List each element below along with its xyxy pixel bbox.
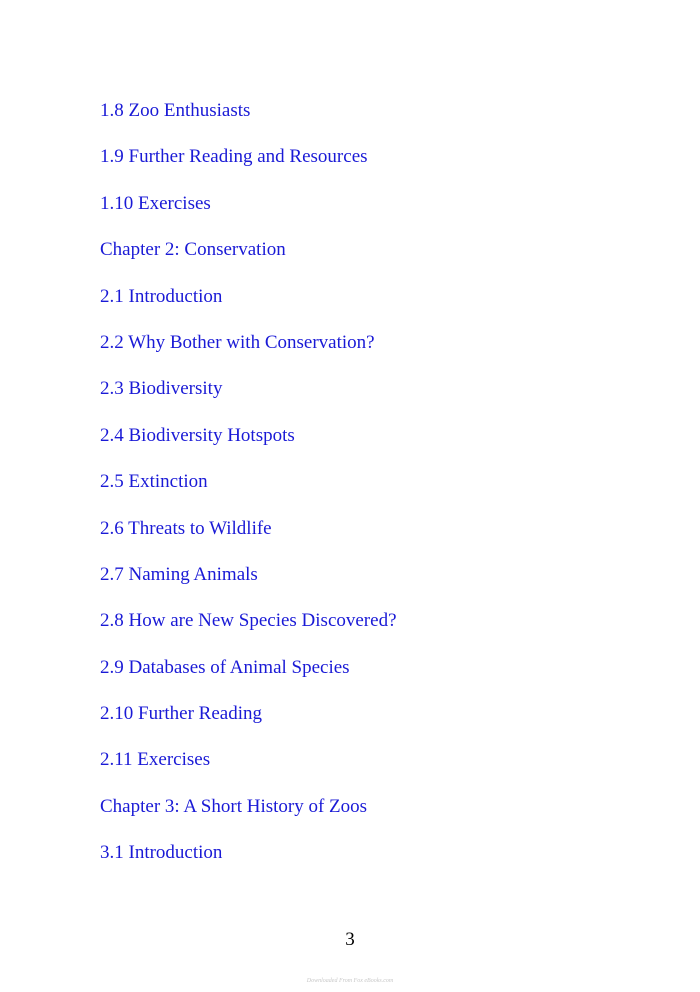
- toc-link-2-3-biodiversity[interactable]: 2.3 Biodiversity: [100, 378, 223, 400]
- toc-entry-2-2: [100, 330, 397, 376]
- toc-link-2-2-why-bother[interactable]: 2.2 Why Bother with Conservation?: [100, 331, 375, 353]
- toc-entry-2-7: [100, 562, 397, 608]
- toc-entry-2-8: [100, 608, 397, 654]
- toc-entry-2-3: [100, 376, 397, 422]
- toc-entry-2-11: [100, 747, 397, 793]
- toc-link-2-10-further-reading[interactable]: 2.10 Further Reading: [100, 703, 263, 725]
- toc-entry-3-1: [100, 840, 397, 886]
- toc-entry-chapter-3: [100, 794, 397, 840]
- toc-link-2-7-naming-animals[interactable]: 2.7 Naming Animals: [100, 563, 258, 585]
- table-of-contents: [100, 98, 397, 887]
- toc-link-1-10-exercises[interactable]: 1.10 Exercises: [100, 192, 211, 214]
- toc-link-2-9-databases[interactable]: 2.9 Databases of Animal Species: [100, 656, 350, 678]
- toc-entry-1-8: [100, 98, 397, 144]
- footer-watermark: Downloaded From Fox eBooks.com: [306, 978, 394, 984]
- toc-entry-1-10: [100, 191, 397, 237]
- toc-link-2-5-extinction[interactable]: 2.5 Extinction: [100, 471, 208, 493]
- toc-link-2-11-exercises[interactable]: 2.11 Exercises: [100, 749, 211, 771]
- toc-entry-chapter-2: [100, 237, 397, 283]
- toc-link-1-8-zoo-enthusiasts[interactable]: 1.8 Zoo Enthusiasts: [100, 100, 251, 121]
- toc-link-chapter-2-conservation[interactable]: Chapter 2: Conservation: [100, 239, 286, 261]
- toc-link-2-8-new-species[interactable]: 2.8 How are New Species Discovered?: [100, 610, 397, 632]
- toc-entry-2-10: [100, 701, 397, 747]
- toc-entry-2-1: [100, 284, 397, 330]
- toc-entry-2-6: [100, 516, 397, 562]
- toc-link-1-9-further-reading[interactable]: 1.9 Further Reading and Resources: [100, 146, 368, 168]
- toc-entry-2-9: [100, 655, 397, 701]
- toc-link-2-4-biodiversity-hotspots[interactable]: 2.4 Biodiversity Hotspots: [100, 424, 295, 446]
- toc-entry-2-4: [100, 423, 397, 469]
- toc-link-3-1-introduction[interactable]: 3.1 Introduction: [100, 842, 223, 864]
- toc-link-2-6-threats-to-wildlife[interactable]: 2.6 Threats to Wildlife: [100, 517, 272, 539]
- toc-entry-2-5: [100, 469, 397, 515]
- toc-link-2-1-introduction[interactable]: 2.1 Introduction: [100, 285, 223, 307]
- toc-link-chapter-3-history-of-zoos[interactable]: Chapter 3: A Short History of Zoos: [100, 795, 368, 817]
- page-number: 3: [345, 929, 355, 950]
- toc-entry-1-9: [100, 144, 397, 190]
